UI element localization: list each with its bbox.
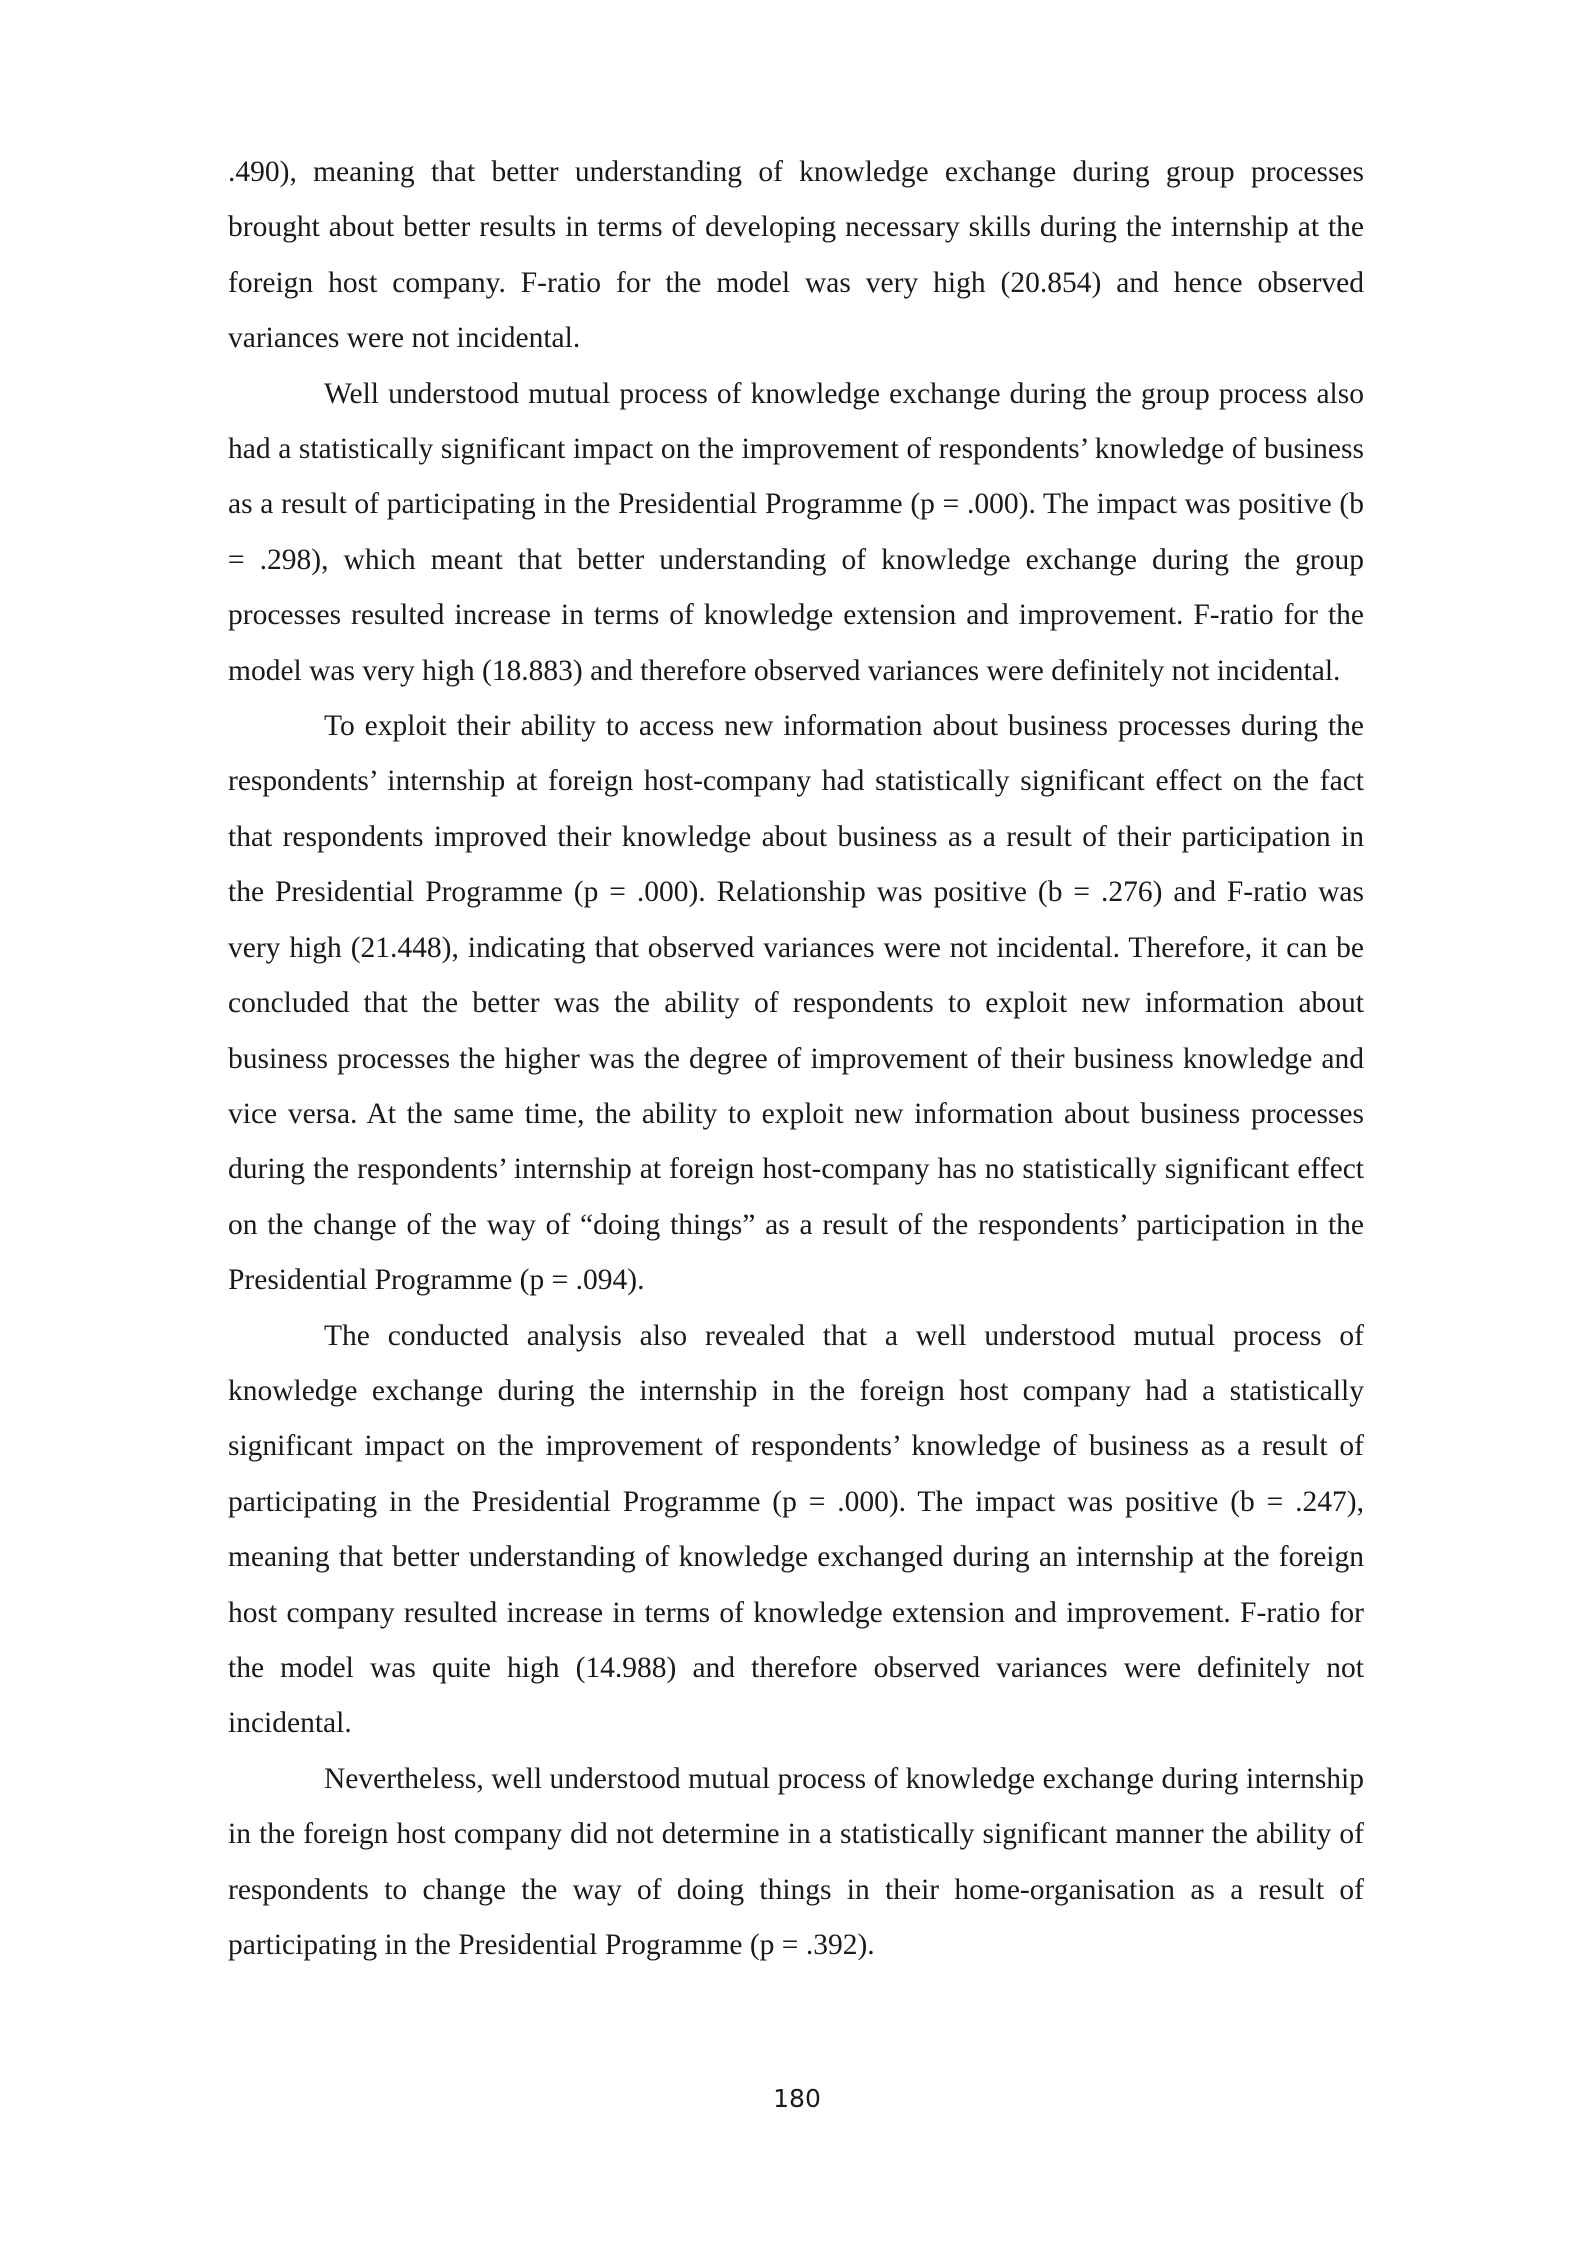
paragraph-continued: .490), meaning that better understanding of knowledge exchange during group processes brought about better results in terms of developing necessary skills during the internship at the foreign host company. F-ratio for the model was very high (20.854) and hence observed variances were not incidental. — [228, 156, 1364, 355]
body-text — [228, 145, 1364, 1973]
paragraph-exploit-information: To exploit their ability to access new information about business processes during the respondents’ internship at foreign host-company had statistically significant effect on the fact that respondents improved their knowledge about business as a result of their participation in the Presidential Programme (p = .000). Relationship was positive (b = .276) and F-ratio was very high (21.448), indicating that observed variances were not incidental. Therefore, it can be concluded that the better was the ability of respondents to exploit new information about business processes the higher was the degree of improvement of their business knowledge and vice versa. At the same time, the ability to exploit new information about business processes during the respondents’ internship at foreign host-company has no statistically significant effect on the change of the way of “doing things” as a result of the respondents’ participation in the Presidential Programme (p = .094). — [228, 710, 1364, 1297]
page-number: 180 — [773, 2084, 821, 2113]
paragraph-nevertheless: Nevertheless, well understood mutual process of knowledge exchange during internship in the foreign host company did not determine in a statistically significant manner the ability of respondents to change the way of doing things in their home-organisation as a result of participating in the Presidential Programme (p = .392). — [228, 1762, 1364, 1961]
paragraph-group-process-impact: Well understood mutual process of knowledge exchange during the group process also had a statistically significant impact on the improvement of respondents’ knowledge of business as a result of participating in the Presidential Programme (p = .000). The impact was positive (b = .298), which meant that better understanding of knowledge exchange during the group processes resulted increase in terms of knowledge extension and improvement. F-ratio for the model was very high (18.883) and therefore observed variances were definitely not incidental. — [228, 377, 1364, 687]
paragraph-internship-knowledge-exchange: The conducted analysis also revealed that a well understood mutual process of knowledge exchange during the internship in the foreign host company had a statistically significant impact on the improvement of respondents’ knowledge of business as a result of participating in the Presidential Programme (p = .000). The impact was positive (b = .247), meaning that better understanding of knowledge exchanged during an internship at the foreign host company resulted increase in terms of knowledge extension and improvement. F-ratio for the model was quite high (14.988) and therefore observed variances were definitely not incidental. — [228, 1319, 1364, 1740]
